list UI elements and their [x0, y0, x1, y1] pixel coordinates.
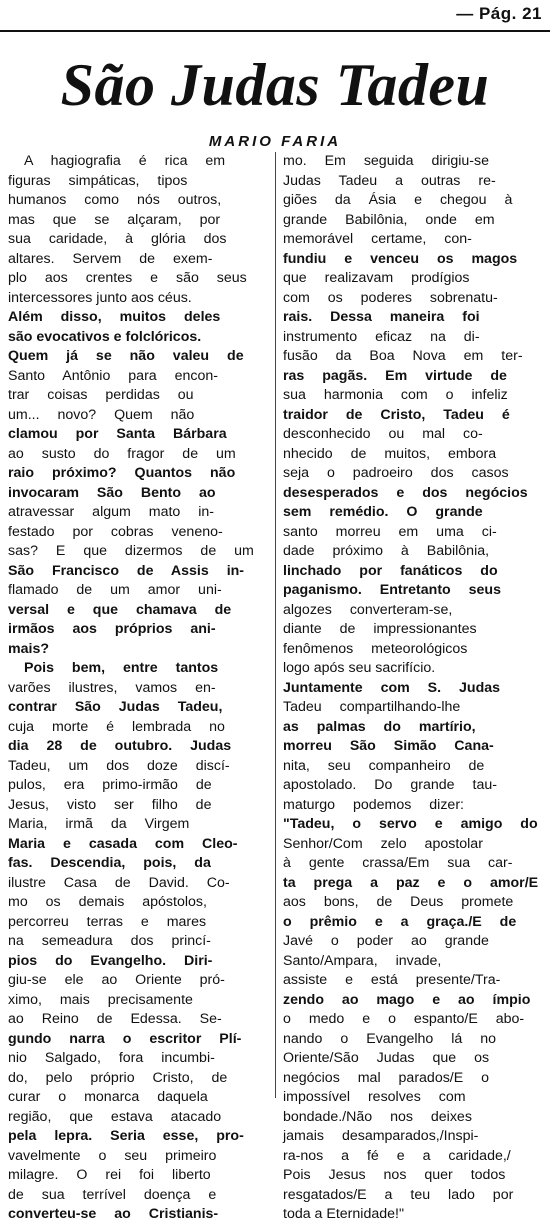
- text-line: invocaram São Bento ao: [8, 484, 216, 501]
- text-line: figuras simpáticas, tipos: [8, 172, 188, 189]
- text-line: traidor de Cristo, Tadeu é: [283, 406, 510, 423]
- text-line: memorável certame, con-: [283, 231, 472, 247]
- text-line: Jesus, visto ser filho de: [8, 796, 212, 813]
- text-line: na semeadura dos princí-: [8, 933, 211, 949]
- text-line: São Francisco de Assis in-: [8, 562, 245, 579]
- text-line: ao susto do fragor de um: [8, 445, 236, 462]
- text-line: desesperados e dos negócios: [283, 484, 528, 501]
- text-line: seja o padroeiro dos casos: [283, 465, 509, 481]
- text-line: são evocativos e folclóricos.: [8, 328, 202, 345]
- text-line: mais?: [8, 640, 50, 657]
- text-line: Tadeu compartilhando-lhe: [283, 699, 461, 715]
- text-line: contrar São Judas Tadeu,: [8, 699, 223, 715]
- text-line: impossível resolves com: [283, 1089, 466, 1105]
- text-line: grande Babilônia, onde em: [283, 211, 495, 228]
- text-line: pela lepra. Seria esse, pro-: [8, 1128, 244, 1144]
- text-line: paganismo. Entretanto seus: [283, 582, 501, 598]
- text-line: negócios mal parados/E o: [283, 1069, 490, 1086]
- text-line: linchado por fanáticos do: [283, 562, 498, 579]
- article-column-right: [283, 152, 545, 1225]
- text-line: festado por cobras veneno-: [8, 523, 223, 540]
- text-line: fenômenos meteorológicos: [283, 640, 468, 657]
- text-line: maturgo podemos dizer:: [283, 796, 464, 813]
- text-line: cuja morte é lembrada no: [8, 718, 225, 735]
- text-line: pulos, era primo-irmão de: [8, 777, 212, 793]
- text-line: santo morreu em uma ci-: [283, 523, 497, 540]
- text-line: ilustre Casa de David. Co-: [8, 874, 230, 891]
- text-line: percorreu terras e mares: [8, 913, 207, 930]
- text-line: apostolado. Do grande tau-: [283, 777, 497, 793]
- text-line: pios do Evangelho. Diri-: [8, 952, 213, 969]
- text-line: irmãos aos próprios ani-: [8, 621, 216, 637]
- text-line: dade próximo à Babilônia,: [283, 543, 490, 559]
- text-line: vavelmente o seu primeiro: [8, 1147, 217, 1164]
- text-line: sua caridade, à glória dos: [8, 231, 227, 247]
- text-line: assiste e está presente/Tra-: [283, 972, 501, 988]
- text-line: logo após seu sacrifício.: [283, 660, 436, 676]
- text-line: curar o monarca daquela: [8, 1089, 208, 1105]
- text-line: jamais desamparados,/Inspi-: [283, 1128, 479, 1144]
- text-line: gundo narra o escritor Plí-: [8, 1030, 242, 1047]
- text-line: ximo, mais precisamente: [8, 991, 193, 1008]
- text-line: versal e que chamava de: [8, 601, 232, 618]
- text-line: de sua terrível doença e: [8, 1186, 217, 1203]
- text-line: toda a Eternidade!": [283, 1206, 404, 1222]
- text-line: fas. Descendia, pois, da: [8, 855, 211, 871]
- text-line: rais. Dessa maneira foi: [283, 309, 480, 325]
- text-line: as palmas do martírio,: [283, 718, 476, 735]
- text-line: ta prega a paz e o amor/E: [283, 874, 539, 891]
- text-line: resgatados/E a teu lado por: [283, 1186, 514, 1203]
- text-line: desconhecido ou mal co-: [283, 426, 483, 442]
- text-line: com os poderes sobrenatu-: [283, 289, 498, 306]
- text-line: Maria, irmã da Virgem: [8, 816, 190, 832]
- text-line: Santo Antônio para encon-: [8, 367, 219, 384]
- text-line: fundiu e venceu os magos: [283, 250, 518, 267]
- text-line: nio Salgado, fora incumbi-: [8, 1050, 215, 1066]
- text-line: Além disso, muitos deles: [8, 309, 221, 325]
- text-line: milagre. O rei foi liberto: [8, 1167, 211, 1183]
- header-rule: [0, 30, 550, 32]
- text-line: clamou por Santa Bárbara: [8, 426, 227, 442]
- text-line: Javé o poder ao grande: [283, 933, 489, 949]
- text-line: morreu São Simão Cana-: [283, 738, 494, 754]
- text-line: Maria e casada com Cleo-: [8, 835, 238, 852]
- text-line: nita, seu companheiro de: [283, 757, 485, 774]
- text-line: nhecido de muitos, embora: [283, 445, 497, 462]
- text-line: ao Reino de Edessa. Se-: [8, 1011, 222, 1027]
- text-line: mas que se alçaram, por: [8, 211, 221, 228]
- text-line: giu-se ele ao Oriente pró-: [8, 972, 225, 988]
- text-line: aos bons, de Deus promete: [283, 894, 514, 910]
- text-line: converteu-se ao Cristianis-: [8, 1206, 219, 1222]
- text-line: Senhor/Com zelo apostolar: [283, 835, 483, 852]
- text-line: A hagiografia é rica em: [24, 153, 226, 169]
- text-line: mo os demais apóstolos,: [8, 894, 207, 910]
- article-author: MARIO FARIA: [208, 133, 342, 150]
- text-line: sem remédio. O grande: [283, 504, 483, 520]
- column-divider: [275, 152, 276, 1098]
- text-line: sua harmonia com o infeliz: [283, 387, 508, 403]
- page-number: — Pág. 21: [456, 4, 542, 23]
- text-line: Oriente/São Judas que os: [283, 1050, 490, 1066]
- text-line: Judas Tadeu a outras re-: [283, 172, 496, 189]
- text-line: bondade./Não nos deixes: [283, 1108, 472, 1125]
- text-line: o medo e o espanto/E abo-: [283, 1011, 525, 1027]
- text-line: sas? E que dizermos de um: [8, 543, 254, 559]
- text-line: raio próximo? Quantos não: [8, 465, 236, 481]
- text-line: que realizavam prodígios: [283, 270, 470, 286]
- text-line: giões da Ásia e chegou à: [283, 192, 513, 208]
- text-line: diante de impressionantes: [283, 621, 477, 637]
- text-line: zendo ao mago e ao ímpio: [283, 991, 531, 1008]
- text-line: Santo/Ampara, invade,: [283, 952, 442, 969]
- text-line: um... novo? Quem não: [8, 406, 195, 423]
- text-line: atravessar algum mato in-: [8, 504, 215, 520]
- text-line: nando o Evangelho lá no: [283, 1030, 496, 1047]
- text-line: do, pelo próprio Cristo, de: [8, 1069, 228, 1086]
- text-line: à gente crassa/Em sua car-: [283, 855, 513, 871]
- text-line: dia 28 de outubro. Judas: [8, 738, 232, 754]
- text-line: trar coisas perdidas ou: [8, 387, 194, 403]
- text-line: plo aos crentes e são seus: [8, 270, 247, 286]
- text-line: Pois Jesus nos quer todos: [283, 1167, 506, 1183]
- text-line: fusão da Boa Nova em ter-: [283, 348, 523, 364]
- text-line: Quem já se não valeu de: [8, 348, 244, 364]
- text-line: varões ilustres, vamos en-: [8, 679, 216, 696]
- text-line: algozes converteram-se,: [283, 601, 453, 618]
- article-column-left: [8, 152, 270, 1225]
- text-line: flamado de um amor uni-: [8, 582, 222, 598]
- text-line: mo. Em seguida dirigiu-se: [283, 153, 490, 169]
- text-line: altares. Servem de exem-: [8, 250, 213, 267]
- text-line: região, que estava atacado: [8, 1108, 222, 1125]
- article-title: São Judas Tadeu: [60, 52, 490, 118]
- text-line: ras pagãs. Em virtude de: [283, 367, 507, 384]
- text-line: o prêmio e a graça./E de: [283, 913, 517, 930]
- text-line: Pois bem, entre tantos: [24, 660, 219, 676]
- text-line: Tadeu, um dos doze discí-: [8, 757, 230, 774]
- text-line: humanos como nós outros,: [8, 192, 222, 208]
- text-line: "Tadeu, o servo e amigo do: [283, 816, 538, 832]
- text-line: ra-nos a fé e a caridade,/: [283, 1147, 511, 1164]
- text-line: intercessores junto aos céus.: [8, 289, 192, 306]
- text-line: instrumento eficaz na di-: [283, 328, 480, 345]
- text-line: Juntamente com S. Judas: [283, 679, 501, 696]
- page-header: [0, 0, 550, 34]
